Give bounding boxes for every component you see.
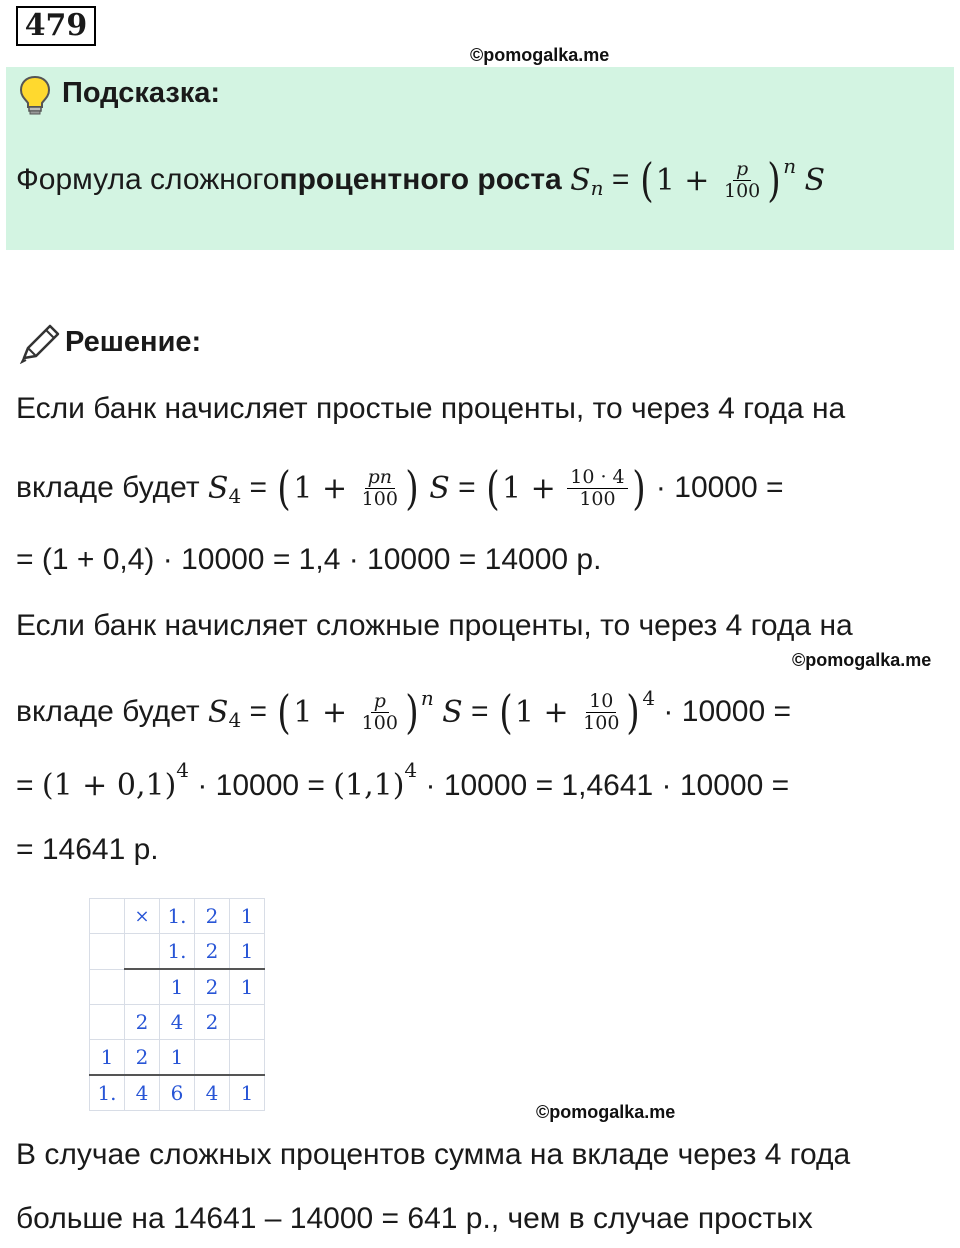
digit-cell: 2 — [195, 934, 230, 970]
digit-cell: 2 — [195, 969, 230, 1005]
pencil-icon — [18, 322, 62, 369]
digit-cell — [125, 969, 160, 1005]
digit-cell: 1. — [90, 1075, 125, 1111]
text-line: В случае сложных процентов сумма на вкладе через 4 года — [16, 1138, 851, 1171]
digit-cell: 1 — [230, 899, 265, 934]
text-line: Если банк начисляет сложные проценты, то через 4 года на — [16, 609, 853, 642]
digit-cell — [90, 969, 125, 1005]
digit-cell — [195, 1040, 230, 1076]
digit-cell — [90, 934, 125, 970]
digit-cell: 1. — [160, 934, 195, 970]
text-line: больше на 14641 – 14000 = 641 р., чем в случае простых — [16, 1202, 813, 1235]
hint-formula-line — [16, 140, 825, 220]
simple-formula: S 4 = ( 1 + $\frac{pn}{100}$ ) S = ( 1 + $\frac{10 \cdot 4}{100}$ ) · 10000 = — [207, 461, 784, 515]
digit-cell — [90, 1005, 125, 1040]
fraction: $\frac{p}{100}$ — [723, 157, 761, 202]
simple-interest-formula-line: вкладе будет S 4 = ( 1 + $\frac{pn}{100}$ ) S = ( 1 + $\frac{10 \cdot 4}{100}$ ) · 10000 = — [16, 461, 784, 515]
digit-cell: 2 — [195, 899, 230, 934]
solution-title: Решение: — [65, 326, 202, 358]
compound-interest-formula-line: вкладе будет S 4 = ( 1 + $\frac{p}{100}$ ) n S = ( 1 + $\frac{10}{100}$ ) 4 · 10000 = — [16, 685, 792, 739]
text-line: = 14641 р. — [16, 833, 159, 866]
fraction: $\frac{pn}{100}$ — [361, 465, 398, 510]
digit-cell: 4 — [125, 1075, 160, 1111]
watermark: ©pomogalka.me — [792, 650, 932, 670]
digit-cell: 2 — [125, 1040, 160, 1076]
text-line: = $(1 + 0,1)^4 \cdot 10000 = (1,1)^4 \cdot 10000 = 1,4641 \cdot 10000$ = — [16, 758, 790, 803]
fraction: $\frac{10 \cdot 4}{100}$ — [567, 467, 627, 510]
digit-cell: 1 — [230, 934, 265, 970]
digit-cell: 4 — [195, 1075, 230, 1111]
watermark: ©pomogalka.me — [536, 1102, 676, 1122]
digit-cell: 4 — [160, 1005, 195, 1040]
text-line: = (1 + 0,4) · 10000 = 1,4 · 10000 = 14000 р. — [16, 543, 602, 576]
fraction: $\frac{p}{100}$ — [361, 689, 398, 734]
digit-cell: 2 — [195, 1005, 230, 1040]
digit-cell: 2 — [125, 1005, 160, 1040]
watermark: ©pomogalka.me — [470, 45, 610, 65]
problem-number: 479 — [16, 6, 96, 46]
digit-cell: 1 — [160, 969, 195, 1005]
digit-cell — [90, 899, 125, 934]
digit-cell — [230, 1040, 265, 1076]
digit-cell: 1 — [230, 1075, 265, 1111]
digit-cell: 6 — [160, 1075, 195, 1111]
compound-formula: S 4 = ( 1 + $\frac{p}{100}$ ) n S = ( 1 + $\frac{10}{100}$ ) 4 · 10000 = — [207, 685, 792, 739]
digit-cell — [230, 1005, 265, 1040]
compound-formula: S n = ( 1 + $\frac{p}{100}$ ) n S — [570, 153, 825, 207]
hint-text-bold: процентного роста — [279, 163, 562, 196]
digit-cell: 1 — [90, 1040, 125, 1076]
hint-title: Подсказка: — [62, 77, 221, 109]
digit-cell: 1. — [160, 899, 195, 934]
digit-cell: 1 — [230, 969, 265, 1005]
hint-text: Формула сложного — [16, 163, 280, 196]
multiplication-table — [89, 898, 265, 1111]
times-sign: × — [125, 899, 160, 934]
text-line: Если банк начисляет простые проценты, то через 4 года на — [16, 392, 846, 425]
fraction: $\frac{10}{100}$ — [583, 689, 620, 734]
digit-cell — [125, 934, 160, 970]
digit-cell: 1 — [160, 1040, 195, 1076]
lightbulb-icon — [18, 74, 52, 121]
